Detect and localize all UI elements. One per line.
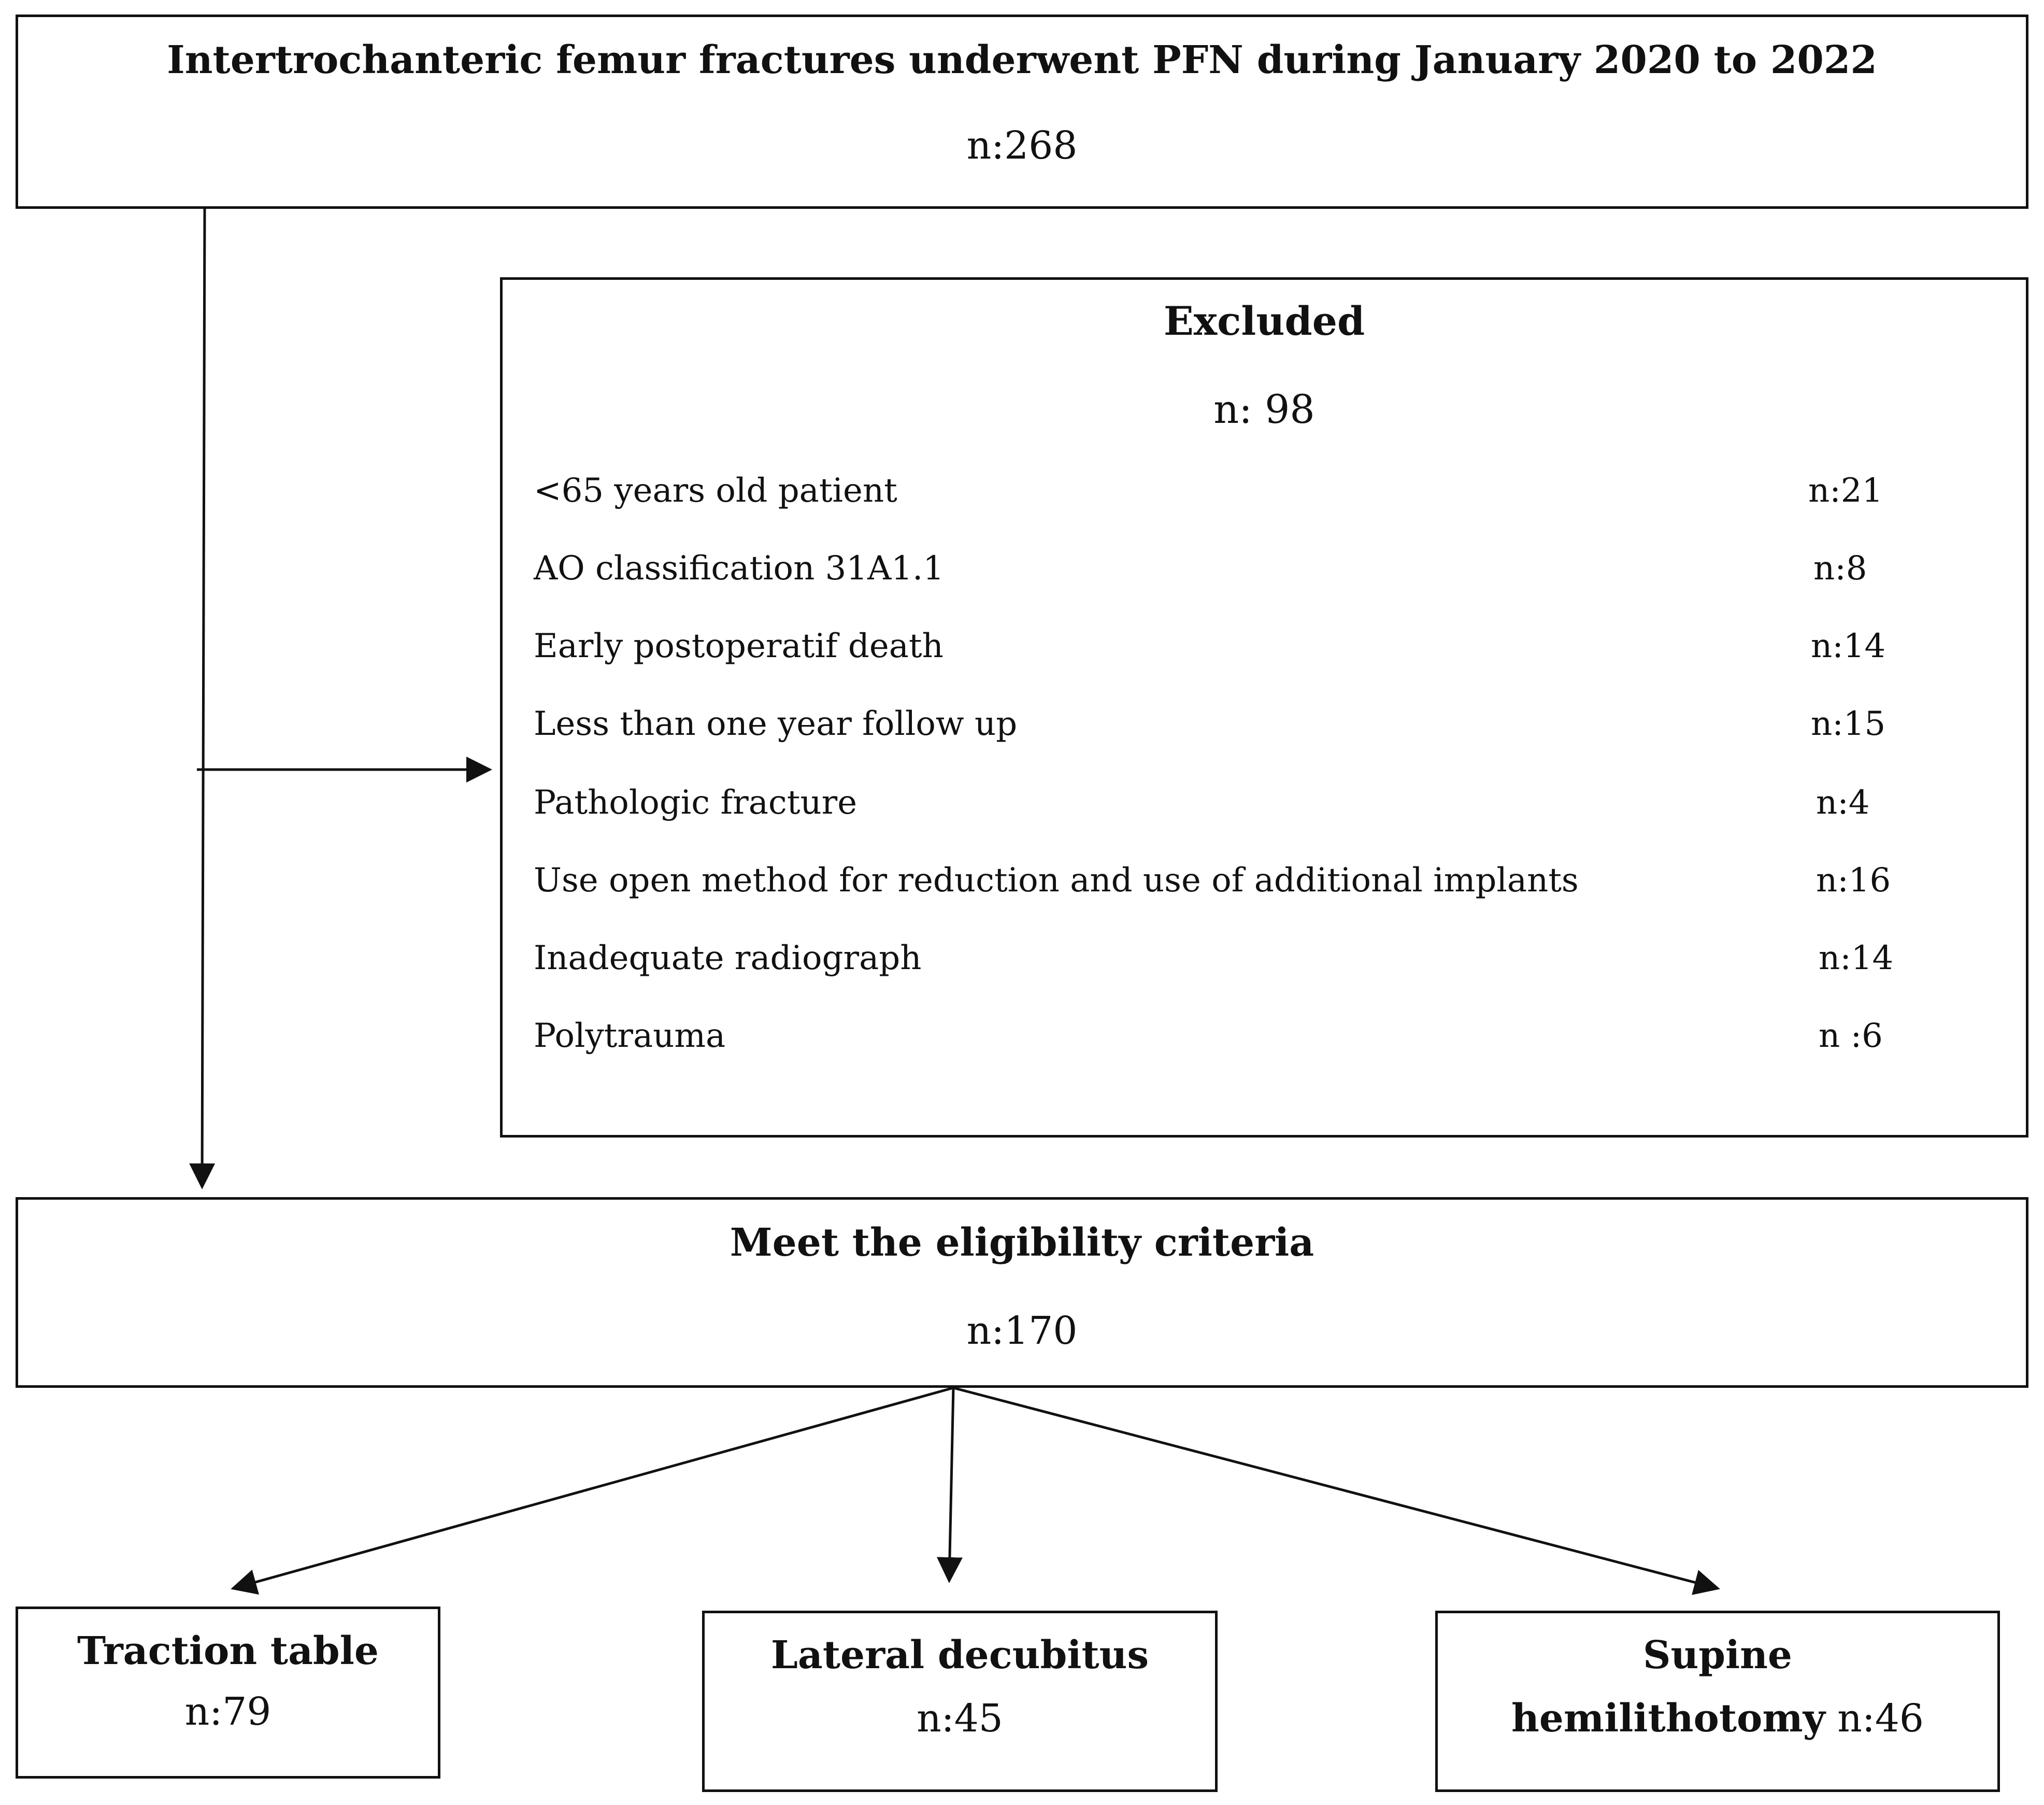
exclusion-reason: Pathologic fracture [534, 784, 857, 822]
group-supine-name-line2 [1438, 1696, 1997, 1741]
exclusion-reason: Use open method for reduction and use of additional implants [534, 861, 1579, 900]
initial-cohort-count: n:268 [966, 123, 1078, 168]
exclusion-reason: Inadequate radiograph [534, 939, 922, 977]
group-lateral-decubitus-name: Lateral decubitus [770, 1633, 1149, 1678]
group-supine-count: n:46 [1837, 1696, 1924, 1741]
excluded-count: n: 98 [1213, 386, 1315, 432]
group-supine-hemilithotomy-box [1435, 1611, 2000, 1792]
exclusion-count: n:14 [1811, 627, 1886, 665]
excluded-box [500, 277, 2028, 1138]
group-lateral-decubitus-box [702, 1611, 1218, 1792]
exclusion-count: n:21 [1808, 472, 1883, 510]
branch-arrow-supine [953, 1388, 1718, 1588]
group-lateral-decubitus-count: n:45 [917, 1696, 1003, 1741]
initial-cohort-title: Intertrochanteric femur fractures underwent PFN during January 2020 to 2022 [167, 38, 1877, 82]
exclusion-reason: Early postoperatif death [534, 627, 944, 665]
group-supine-name-part2: hemilithotomy [1511, 1696, 1825, 1741]
initial-cohort-box [16, 15, 2028, 209]
exclusion-count: n:16 [1816, 861, 1891, 900]
exclusion-count: n :6 [1819, 1017, 1883, 1055]
exclusion-reason: AO classification 31A1.1 [534, 549, 945, 588]
excluded-title: Excluded [1163, 298, 1365, 344]
exclusion-reason: <65 years old patient [534, 472, 897, 510]
branch-arrow-lateral [949, 1388, 953, 1581]
exclusion-count: n:15 [1811, 705, 1886, 743]
exclusion-reason: Less than one year follow up [534, 705, 1018, 743]
trunk-arrow [202, 207, 205, 1187]
eligible-count: n:170 [966, 1309, 1078, 1353]
exclusion-reason: Polytrauma [534, 1017, 726, 1055]
exclusion-count: n:8 [1813, 549, 1867, 588]
group-traction-table-box [16, 1607, 440, 1779]
group-traction-table-count: n:79 [184, 1689, 271, 1734]
exclusion-count: n:14 [1819, 939, 1894, 977]
group-traction-table-name: Traction table [77, 1629, 379, 1673]
group-supine-name-line1: Supine [1643, 1633, 1792, 1678]
eligible-box [16, 1197, 2028, 1388]
branch-arrow-traction [233, 1388, 953, 1588]
exclusion-count: n:4 [1816, 784, 1870, 822]
eligible-title: Meet the eligibility criteria [730, 1220, 1314, 1265]
